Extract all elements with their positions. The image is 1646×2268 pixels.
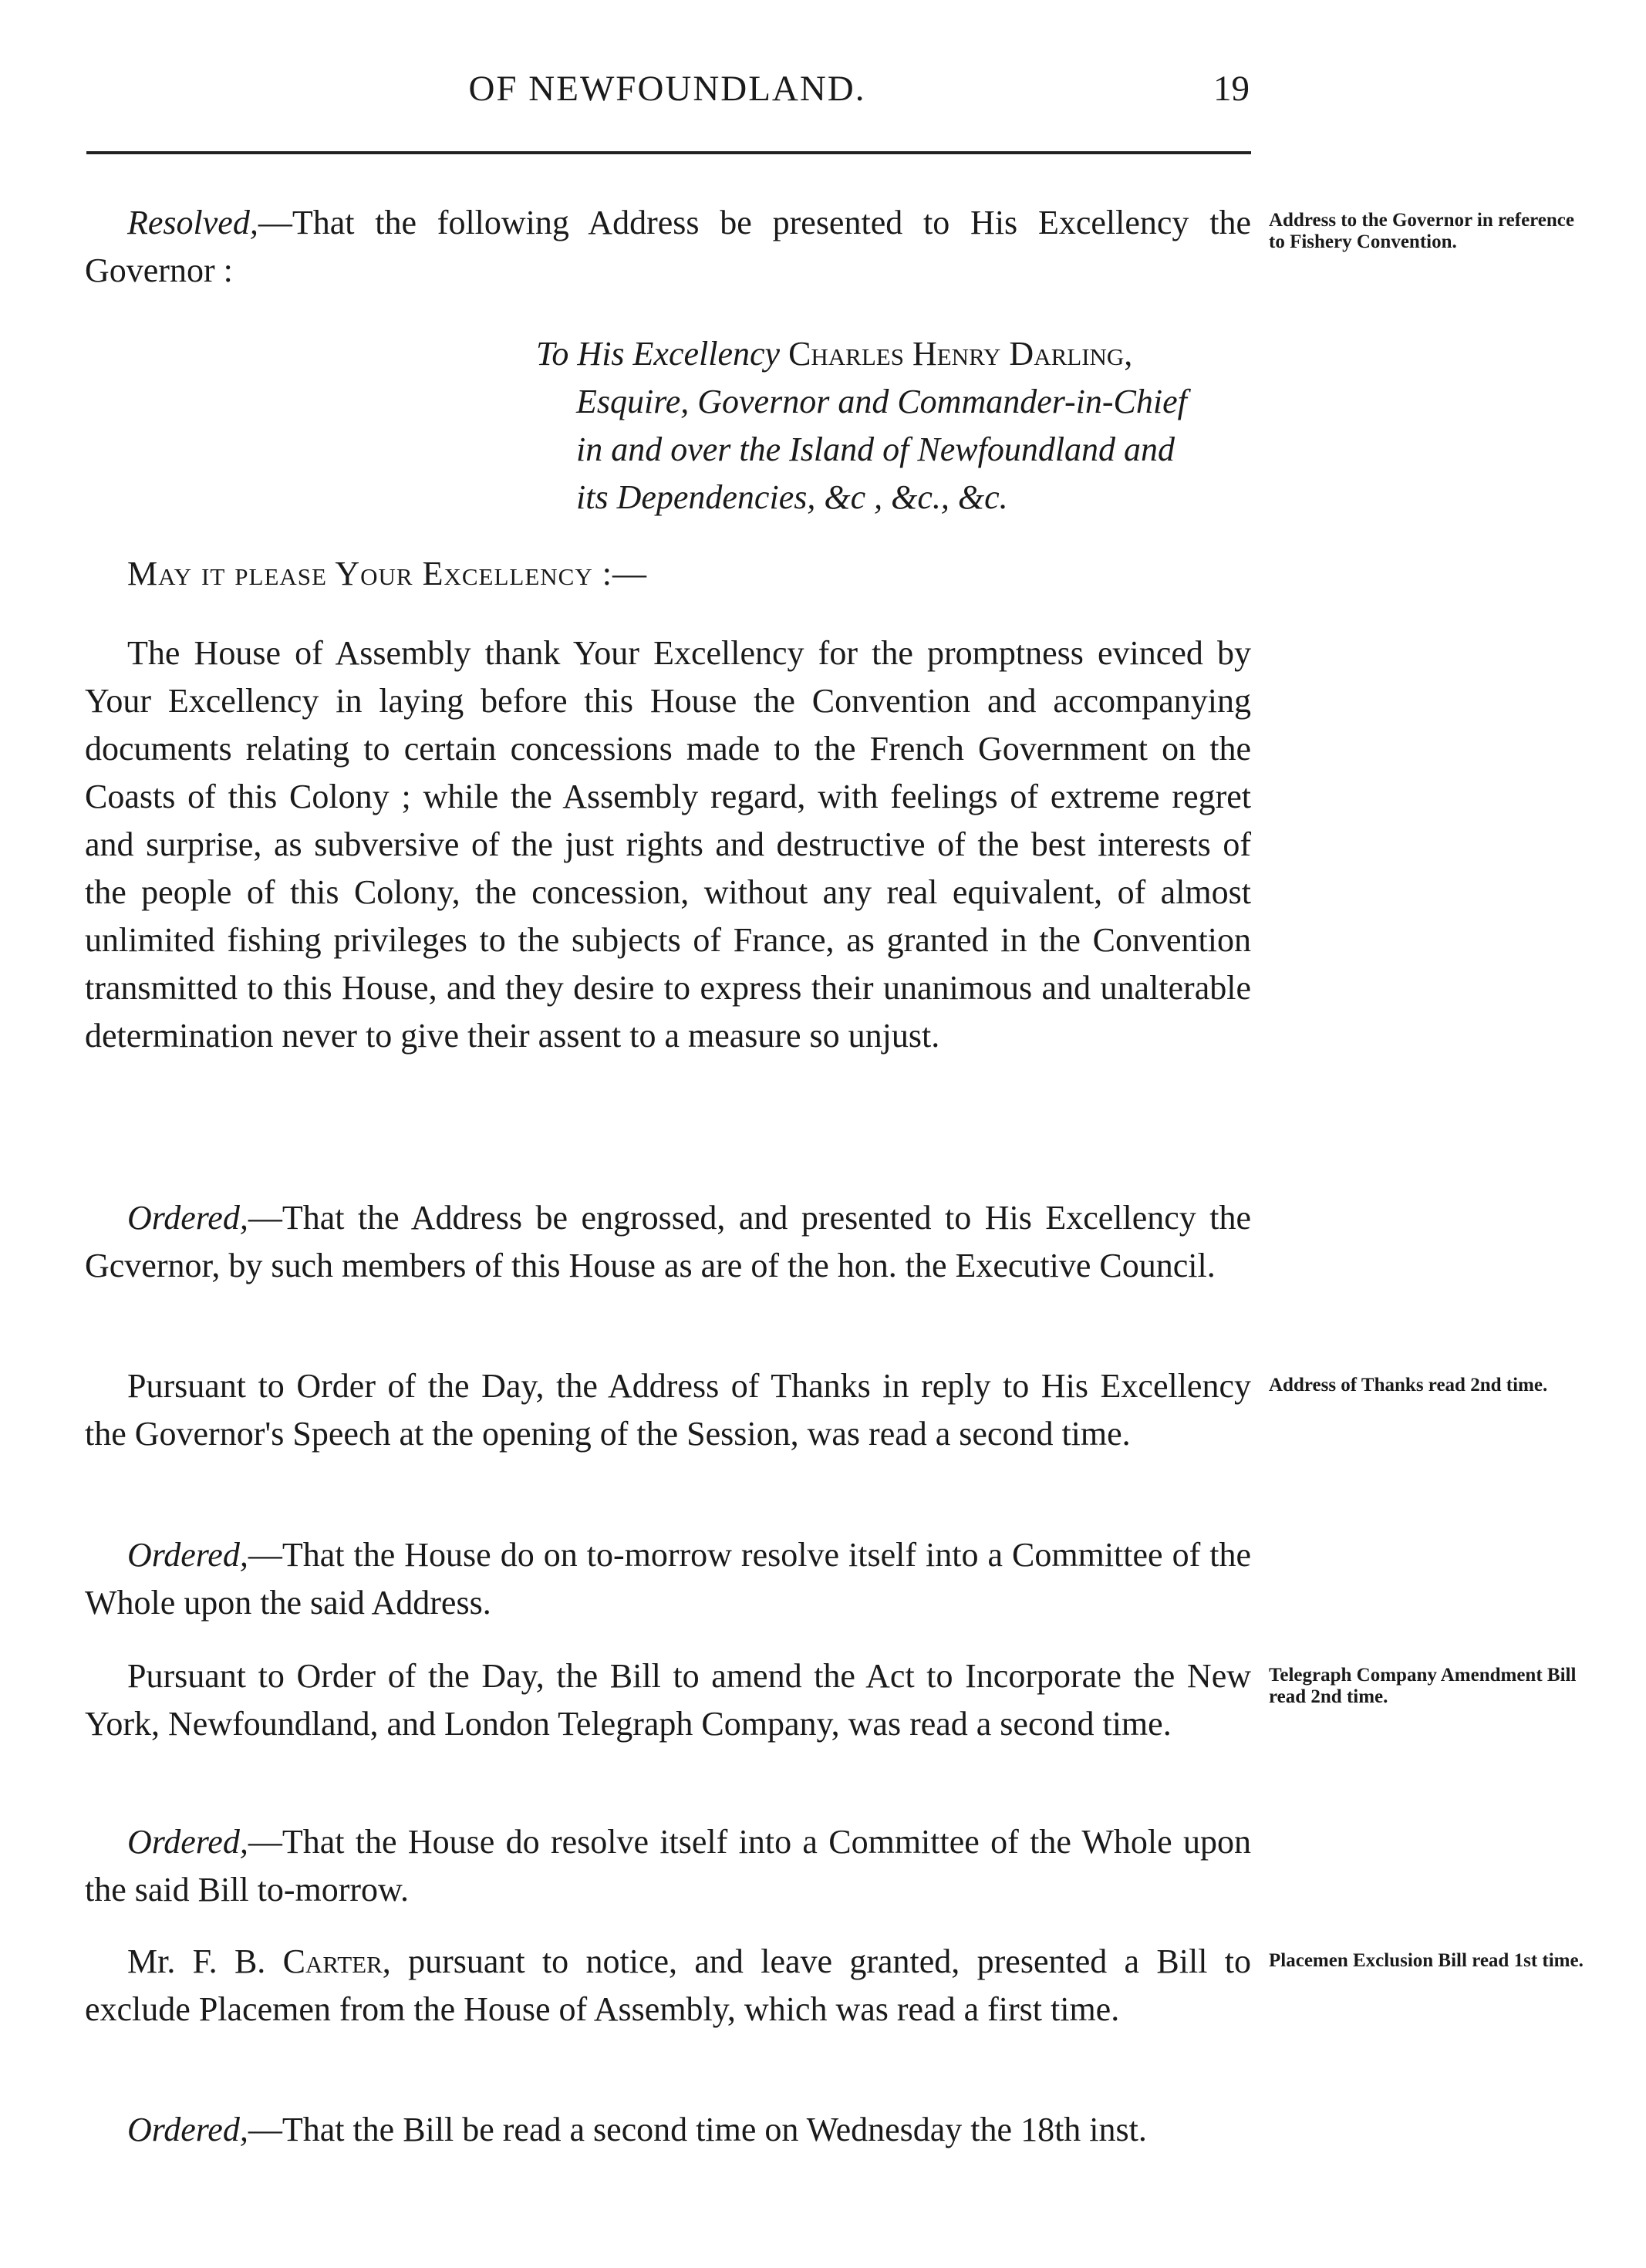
ordered-label: Ordered, bbox=[127, 1536, 248, 1574]
address-line-2: Esquire, Governor and Commander-in-Chief bbox=[576, 383, 1187, 420]
paragraph-ordered-engrossed bbox=[85, 1194, 1251, 1290]
address-line-3: in and over the Island of Newfoundland and bbox=[576, 430, 1175, 468]
paragraph-telegraph-bill bbox=[85, 1652, 1251, 1748]
address-body-text: The House of Assembly thank Your Excellency for the promptness evinced by Your Excellency in laying before this House the Convention and accompanying documents relating to certain concessions made to the French Government on the Coasts of this Colony ; while the Assembly regard, with feelings of extreme regret and surprise, as subversive of the just rights and destructive of the best interests of the people of this Colony, the concession, without any real equivalent, of almost unlimited fishing privileges to the subjects of France, as granted in the Convention transmitted to this House, and they desire to express their unanimous and unalterable determination never to give their assent to a measure so unjust. bbox=[85, 634, 1251, 1055]
resolved-paragraph bbox=[85, 199, 1251, 295]
paragraph-text-pre: Mr. F. B. bbox=[127, 1942, 283, 1980]
ordered-label: Ordered, bbox=[127, 2111, 248, 2148]
margin-note-telegraph-bill: Telegraph Company Amendment Bill read 2nd time. bbox=[1269, 1665, 1577, 1707]
margin-note-address-of-thanks: Address of Thanks read 2nd time. bbox=[1269, 1375, 1548, 1396]
paragraph-text: —That the House do resolve itself into a Committee of the Whole upon the said Bill to-morrow. bbox=[85, 1823, 1251, 1909]
address-heading bbox=[536, 330, 1250, 521]
page-header bbox=[85, 68, 1250, 122]
paragraph-text: —That the Bill be read a second time on Wednesday the 18th inst. bbox=[248, 2111, 1147, 2148]
margin-note-placemen-bill: Placemen Exclusion Bill read 1st time. bbox=[1269, 1950, 1584, 1971]
resolved-text: —That the following Address be presented to His Excellency the Governor : bbox=[85, 204, 1251, 289]
salutation: May it please Your Excellency :— bbox=[127, 555, 647, 592]
paragraph-text: —That the Address be engrossed, and presented to His Excellency the Gcvernor, by such members of this House as are of the hon. the Executive Council. bbox=[85, 1199, 1251, 1284]
ordered-label: Ordered, bbox=[127, 1199, 248, 1237]
paragraph-placemen-bill bbox=[85, 1938, 1251, 2033]
paragraph-text: —That the House do on to-morrow resolve itself into a Committee of the Whole upon the said Address. bbox=[85, 1536, 1251, 1622]
paragraph-address-of-thanks bbox=[85, 1362, 1251, 1458]
header-rule bbox=[86, 151, 1251, 154]
ordered-label: Ordered, bbox=[127, 1823, 248, 1861]
running-head: OF NEWFOUNDLAND. bbox=[468, 69, 866, 109]
paragraph-text: Pursuant to Order of the Day, the Address of Thanks in reply to His Excellency the Governor's Speech at the opening of the Session, was read a second time. bbox=[85, 1367, 1251, 1453]
paragraph-ordered-second-reading bbox=[85, 2106, 1251, 2154]
governor-name: Charles Henry Darling, bbox=[788, 335, 1133, 373]
member-name: Carter bbox=[282, 1942, 383, 1980]
resolved-label: Resolved, bbox=[127, 204, 258, 241]
address-prefix: To His Excellency bbox=[536, 335, 781, 373]
paragraph-text: , pursuant to notice, and leave granted, presented a Bill to exclude Placemen from the House of Assembly, which was read a first time. bbox=[85, 1942, 1251, 2028]
margin-note-fishery-convention: Address to the Governor in reference to Fishery Convention. bbox=[1269, 210, 1574, 252]
address-body bbox=[85, 629, 1251, 1060]
paragraph-text: Pursuant to Order of the Day, the Bill to amend the Act to Incorporate the New York, Newfoundland, and London Telegraph Company, was read a second time. bbox=[85, 1657, 1251, 1743]
paragraph-ordered-committee bbox=[85, 1531, 1251, 1627]
paragraph-ordered-bill-committee bbox=[85, 1818, 1251, 1914]
address-line-4: its Dependencies, &c , &c., &c. bbox=[576, 478, 1008, 516]
page-number: 19 bbox=[1213, 69, 1250, 109]
